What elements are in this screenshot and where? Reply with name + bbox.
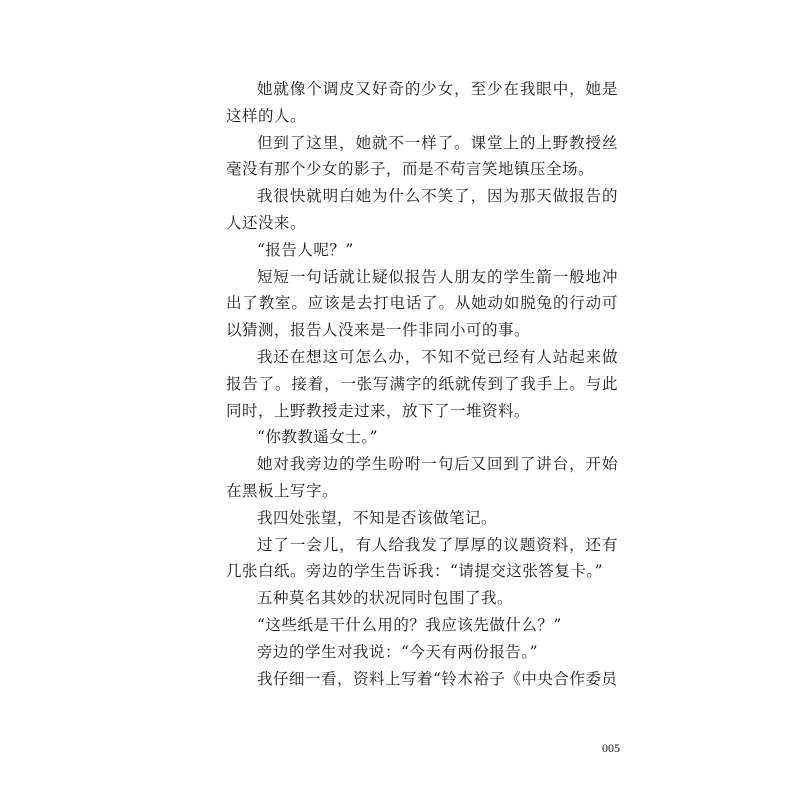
page-number: 005 (602, 741, 620, 755)
paragraph: 她对我旁边的学生吩咐一句后又回到了讲台，开始在黑板上写字。 (226, 455, 618, 500)
paragraph: 旁边的学生对我说：“今天有两份报告。” (257, 642, 539, 661)
paragraph: 她就像个调皮又好奇的少女，至少在我眼中，她是这样的人。 (226, 80, 618, 125)
paragraph: 我四处张望，不知是否该做笔记。 (257, 508, 498, 527)
paragraph: “你教教遥女士。” (257, 428, 379, 447)
paragraph: “报告人呢？” (257, 240, 354, 259)
paragraph: 五种莫名其妙的状况同时包围了我。 (257, 589, 514, 608)
paragraph: 但到了这里，她就不一样了。课堂上的上野教授丝毫没有那个少女的影子，而是不苟言笑地镇压全场。 (226, 133, 618, 179)
paragraph: 过了一会儿，有人给我发了厚厚的议题资料，还有几张白纸。旁边的学生告诉我：“请提交这张答复卡。” (226, 535, 618, 581)
paragraph: 我还在想这可怎么办，不知不觉已经有人站起来做报告了。接着，一张写满字的纸就传到了我手上。与此同时，上野教授走过来，放下了一堆资料。 (226, 347, 618, 420)
paragraph: 短短一句话就让疑似报告人朋友的学生箭一般地冲出了教室。应该是去打电话了。从她动如脱兔的行动可以猜测，报告人没来是一件非同小可的事。 (226, 267, 618, 340)
body-text (226, 76, 618, 692)
paragraph: 我仔细一看，资料上写着“铃木裕子《中央合作委员 (257, 669, 618, 688)
paragraph: 我很快就明白她为什么不笑了，因为那天做报告的人还没来。 (226, 187, 618, 232)
paragraph: “这些纸是干什么用的？我应该先做什么？” (257, 615, 562, 634)
